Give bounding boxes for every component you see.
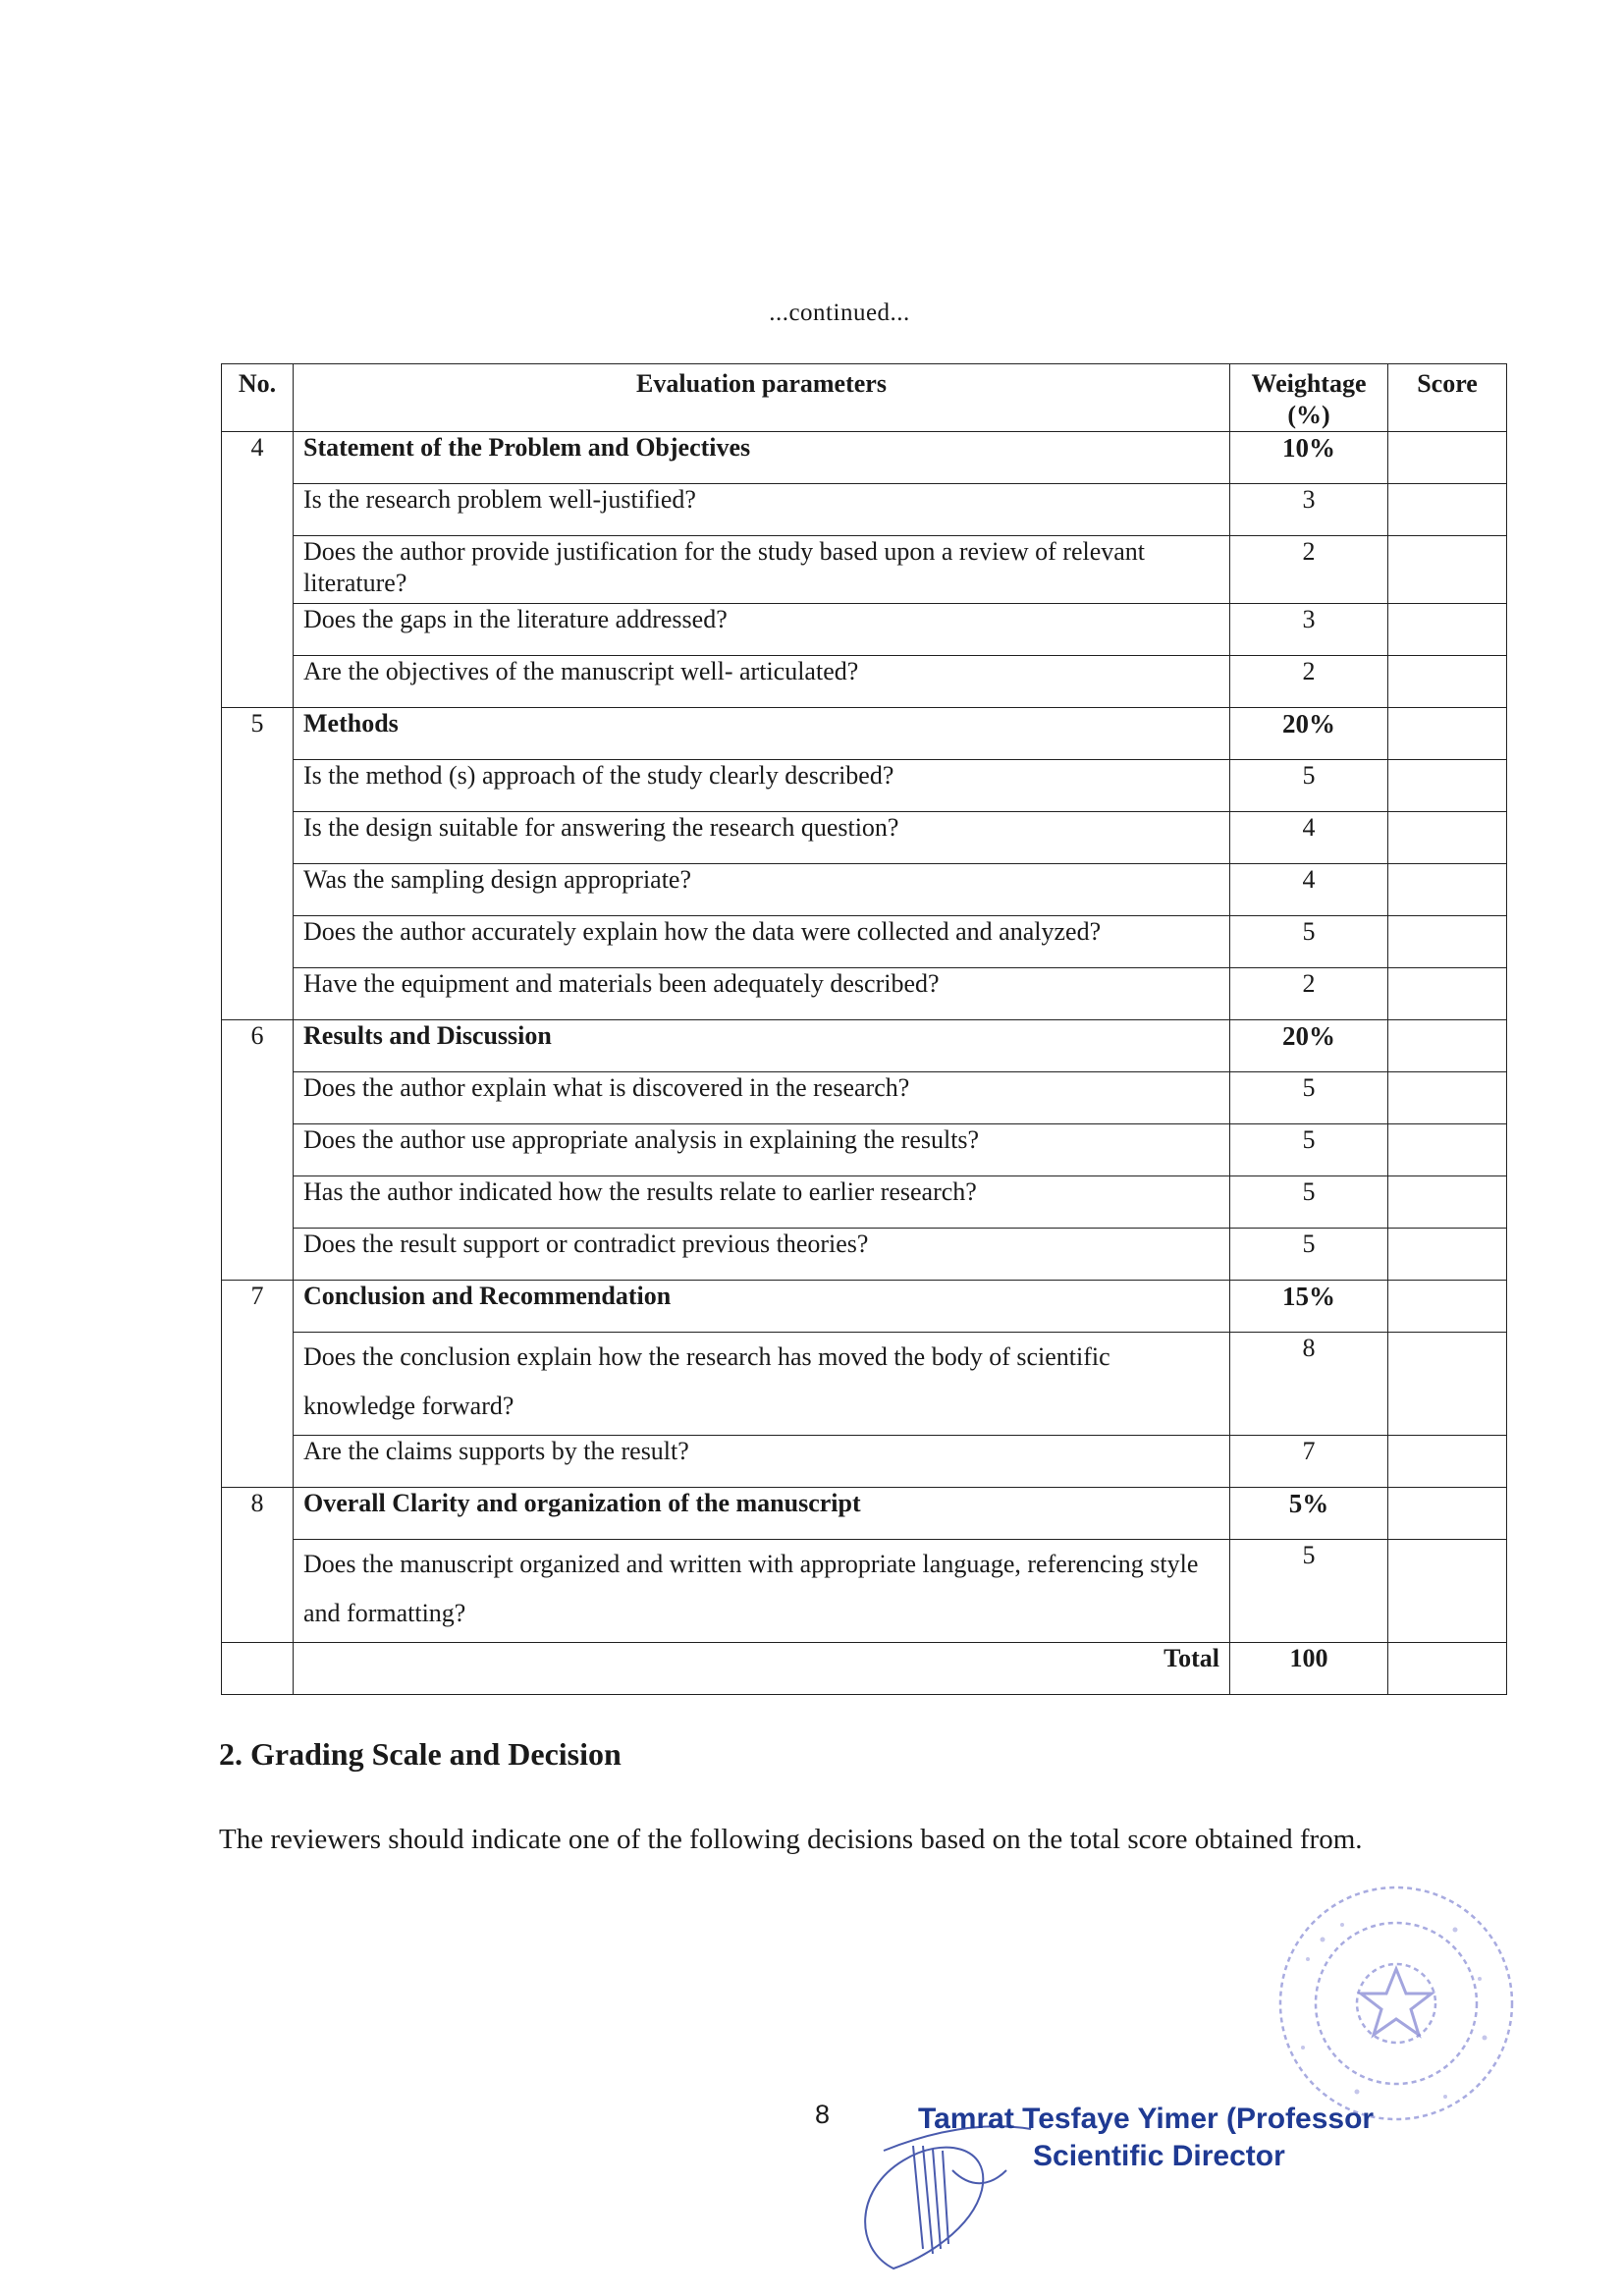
question-weight: 8 [1230, 1333, 1388, 1436]
section-title: Results and Discussion [294, 1020, 1230, 1072]
question-weight: 5 [1230, 1229, 1388, 1281]
section-weight: 15% [1230, 1281, 1388, 1333]
question-weight: 5 [1230, 1540, 1388, 1643]
instruction-paragraph: The reviewers should indicate one of the following decisions based on the total score obtained from. [219, 1824, 1363, 1855]
section-number: 8 [222, 1488, 294, 1643]
section-title: Statement of the Problem and Objectives [294, 432, 1230, 484]
score-cell[interactable] [1388, 1124, 1507, 1176]
section-title: Conclusion and Recommendation [294, 1281, 1230, 1333]
score-cell[interactable] [1388, 536, 1507, 604]
section-number: 6 [222, 1020, 294, 1281]
total-score-cell[interactable] [1388, 1643, 1507, 1695]
question-row [222, 916, 1507, 968]
section-title: Overall Clarity and organization of the manuscript [294, 1488, 1230, 1540]
question-text: Does the result support or contradict previous theories? [294, 1229, 1230, 1281]
score-cell[interactable] [1388, 760, 1507, 812]
section-row [222, 708, 1507, 760]
question-weight: 5 [1230, 1124, 1388, 1176]
question-text: Are the objectives of the manuscript well- articulated? [294, 656, 1230, 708]
question-text: Was the sampling design appropriate? [294, 864, 1230, 916]
section-row [222, 1488, 1507, 1540]
question-weight: 2 [1230, 656, 1388, 708]
score-cell[interactable] [1388, 1176, 1507, 1229]
question-row [222, 1229, 1507, 1281]
question-text: Has the author indicated how the results relate to earlier research? [294, 1176, 1230, 1229]
score-cell[interactable] [1388, 604, 1507, 656]
header-weightage: Weightage (%) [1230, 364, 1388, 432]
question-text: Does the author provide justification for the study based upon a review of relevant literature? [294, 536, 1230, 604]
header-score: Score [1388, 364, 1507, 432]
score-cell[interactable] [1388, 1540, 1507, 1643]
question-weight: 5 [1230, 916, 1388, 968]
question-text: Does the gaps in the literature addressed? [294, 604, 1230, 656]
question-row [222, 1436, 1507, 1488]
question-text: Are the claims supports by the result? [294, 1436, 1230, 1488]
question-row [222, 760, 1507, 812]
question-row [222, 1540, 1507, 1643]
section-weight: 10% [1230, 432, 1388, 484]
total-row [222, 1643, 1507, 1695]
question-text: Does the conclusion explain how the research has moved the body of scientific knowledge forward? [294, 1333, 1230, 1436]
score-cell[interactable] [1388, 1436, 1507, 1488]
evaluation-table [221, 363, 1507, 1695]
section-row [222, 432, 1507, 484]
section-row [222, 1281, 1507, 1333]
question-row [222, 604, 1507, 656]
score-cell[interactable] [1388, 1020, 1507, 1072]
section-weight: 20% [1230, 1020, 1388, 1072]
question-text: Is the design suitable for answering the research question? [294, 812, 1230, 864]
score-cell[interactable] [1388, 432, 1507, 484]
question-text: Does the manuscript organized and written with appropriate language, referencing style and formatting? [294, 1540, 1230, 1643]
question-row [222, 1124, 1507, 1176]
question-weight: 7 [1230, 1436, 1388, 1488]
question-text: Have the equipment and materials been adequately described? [294, 968, 1230, 1020]
question-text: Does the author accurately explain how the data were collected and analyzed? [294, 916, 1230, 968]
total-value: 100 [1230, 1643, 1388, 1695]
section-number: 7 [222, 1281, 294, 1488]
question-text: Does the author explain what is discovered in the research? [294, 1072, 1230, 1124]
score-cell[interactable] [1388, 968, 1507, 1020]
question-row [222, 484, 1507, 536]
score-cell[interactable] [1388, 1229, 1507, 1281]
header-parameters: Evaluation parameters [294, 364, 1230, 432]
section-weight: 5% [1230, 1488, 1388, 1540]
section-heading: 2. Grading Scale and Decision [219, 1736, 622, 1772]
section-number: 4 [222, 432, 294, 708]
question-text: Is the research problem well-justified? [294, 484, 1230, 536]
question-row [222, 812, 1507, 864]
score-cell[interactable] [1388, 656, 1507, 708]
score-cell[interactable] [1388, 1072, 1507, 1124]
question-weight: 5 [1230, 760, 1388, 812]
section-weight: 20% [1230, 708, 1388, 760]
total-empty-cell [222, 1643, 294, 1695]
question-weight: 4 [1230, 864, 1388, 916]
score-cell[interactable] [1388, 916, 1507, 968]
question-weight: 2 [1230, 536, 1388, 604]
page-number: 8 [815, 2100, 831, 2129]
question-row [222, 864, 1507, 916]
score-cell[interactable] [1388, 484, 1507, 536]
section-title: Methods [294, 708, 1230, 760]
section-number: 5 [222, 708, 294, 1020]
question-weight: 3 [1230, 484, 1388, 536]
table-header-row [222, 364, 1507, 432]
question-row [222, 1333, 1507, 1436]
question-weight: 3 [1230, 604, 1388, 656]
score-cell[interactable] [1388, 864, 1507, 916]
question-text: Is the method (s) approach of the study clearly described? [294, 760, 1230, 812]
stamp-seal-icon [1249, 1871, 1514, 2131]
question-weight: 5 [1230, 1176, 1388, 1229]
score-cell[interactable] [1388, 1281, 1507, 1333]
question-text: Does the author use appropriate analysis in explaining the results? [294, 1124, 1230, 1176]
question-weight: 4 [1230, 812, 1388, 864]
question-row [222, 1176, 1507, 1229]
question-row [222, 536, 1507, 604]
continued-label: ...continued... [769, 300, 910, 326]
signatory-name: Tamrat Tesfaye Yimer (Professor [918, 2103, 1375, 2135]
section-row [222, 1020, 1507, 1072]
question-row [222, 968, 1507, 1020]
signatory-title: Scientific Director [1033, 2140, 1285, 2172]
score-cell[interactable] [1388, 1488, 1507, 1540]
question-row [222, 1072, 1507, 1124]
question-row [222, 656, 1507, 708]
header-no: No. [222, 364, 294, 432]
question-weight: 5 [1230, 1072, 1388, 1124]
total-label: Total [294, 1643, 1230, 1695]
score-cell[interactable] [1388, 812, 1507, 864]
score-cell[interactable] [1388, 1333, 1507, 1436]
question-weight: 2 [1230, 968, 1388, 1020]
score-cell[interactable] [1388, 708, 1507, 760]
